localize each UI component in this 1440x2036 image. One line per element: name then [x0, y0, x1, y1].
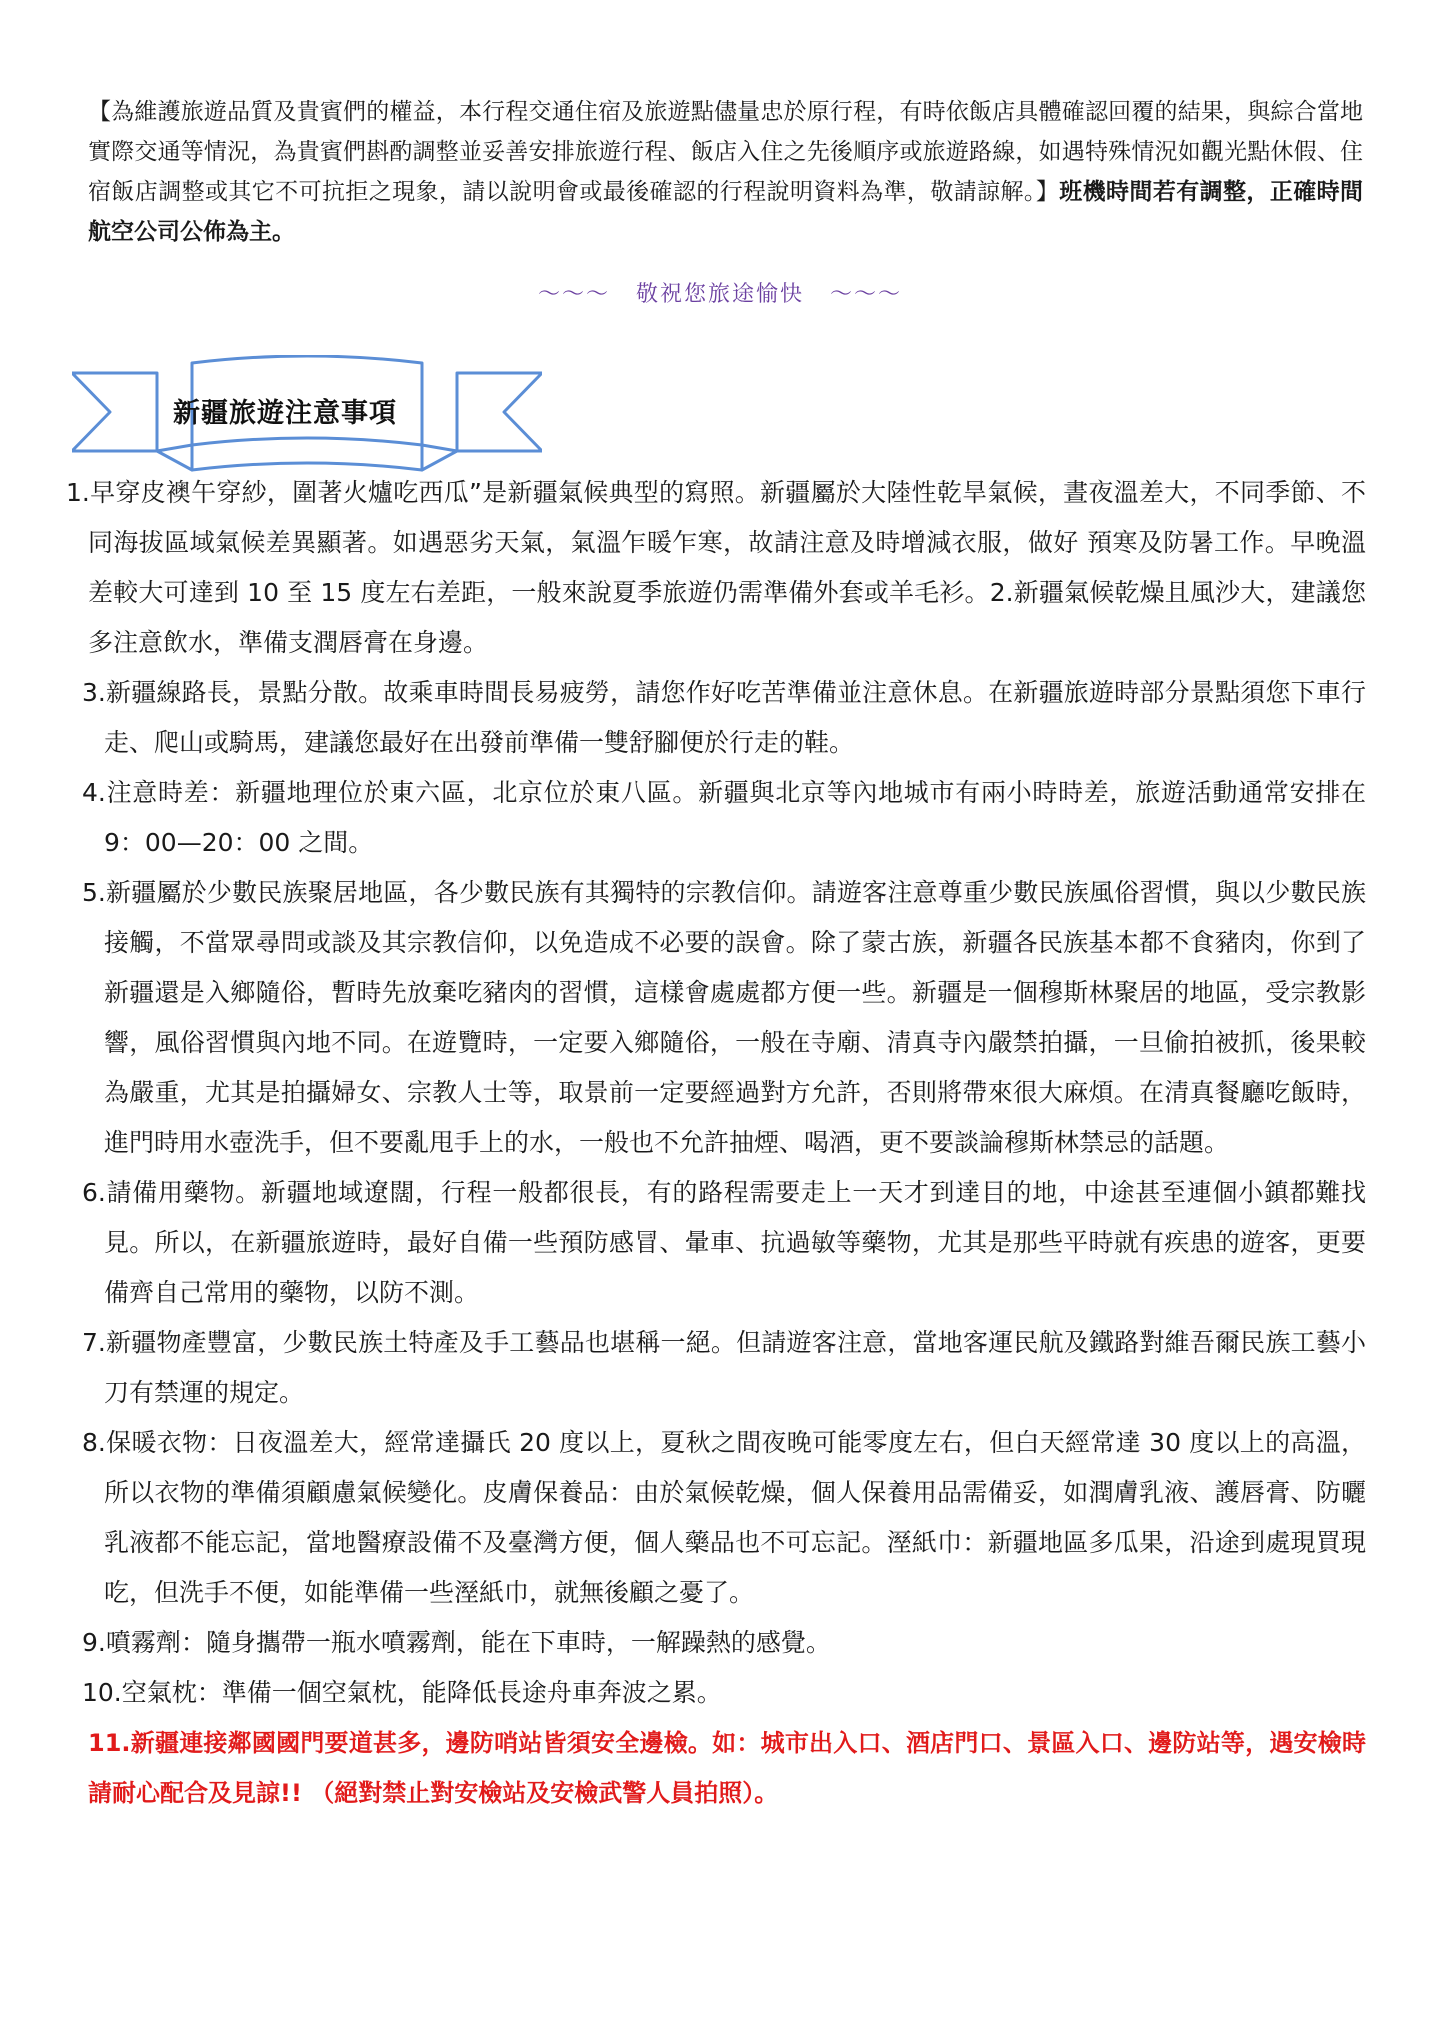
- notes-list: [66, 468, 1366, 1818]
- note-item-11-warning: 11.新疆連接鄰國國門要道甚多，邊防哨站皆須安全邊檢。如：城市出入口、酒店門口、景區入口、邊防站等，遇安檢時請耐心配合及見諒!! （絕對禁止對安檢站及安檢武警人員拍照）。: [88, 1729, 1366, 1807]
- note-item-8: 8.保暖衣物：日夜溫差大，經常達攝氏 20 度以上，夏秋之間夜晚可能零度左右，但白天經常達 30 度以上的高溫，所以衣物的準備須顧慮氣候變化。皮膚保養品：由於氣候乾燥，個人保養用品需備妥，如潤膚乳液、護唇膏、防曬乳液都不能忘記，當地醫療設備不及臺灣方便，個人藥品也不可忘記。溼紙巾：新疆地區多瓜果，沿途到處現買現吃，但洗手不便，如能準備一些溼紙巾，就無後顧之憂了。: [82, 1428, 1366, 1607]
- greeting-text: 敬祝您旅途愉快: [635, 282, 804, 307]
- intro-text: 【為維護旅遊品質及貴賓們的權益，本行程交通住宿及旅遊點儘量忠於原行程，有時依飯店具體確認回覆的結果，與綜合當地實際交通等情況，為貴賓們斟酌調整並妥善安排旅遊行程、飯店入住之先後順序或旅遊路線，如遇特殊情況如觀光點休假、住宿飯店調整或其它不可抗拒之現象，請以說明會或最後確認的行程說明資料為準，敬請諒解。】: [88, 99, 1363, 205]
- note-item-1: 1.早穿皮襖午穿紗，圍著火爐吃西瓜”是新疆氣候典型的寫照。新疆屬於大陸性乾旱氣候，晝夜溫差大，不同季節、不同海拔區域氣候差異顯著。如遇惡劣天氣，氣溫乍暖乍寒，故請注意及時增減衣服，做好 預寒及防暑工作。早晚溫差較大可達到 10 至 15 度左右差距，一般來說夏季旅遊仍需準備外套或羊毛衫。2.新疆氣候乾燥且風沙大，建議您多注意飲水，準備支潤唇膏在身邊。: [66, 478, 1366, 657]
- greeting-line: [0, 277, 1440, 308]
- note-item-9: 9.噴霧劑：隨身攜帶一瓶水噴霧劑，能在下車時，一解躁熱的感覺。: [82, 1628, 831, 1657]
- greeting-tilde-right: ～～～: [830, 282, 903, 307]
- note-item-4: 4.注意時差：新疆地理位於東六區，北京位於東八區。新疆與北京等內地城市有兩小時時差，旅遊活動通常安排在 9：00—20：00 之間。: [82, 778, 1366, 857]
- intro-paragraph: [88, 92, 1363, 252]
- note-item-7: 7.新疆物產豐富，少數民族土特產及手工藝品也堪稱一絕。但請遊客注意，當地客運民航及鐵路對維吾爾民族工藝小刀有禁運的規定。: [82, 1328, 1366, 1407]
- note-item-10: 10.空氣枕：準備一個空氣枕，能降低長途舟車奔波之累。: [82, 1678, 722, 1707]
- section-title: 新疆旅遊注意事項: [173, 398, 397, 429]
- note-item-5: 5.新疆屬於少數民族聚居地區，各少數民族有其獨特的宗教信仰。請遊客注意尊重少數民族風俗習慣，與以少數民族接觸，不當眾尋問或談及其宗教信仰，以免造成不必要的誤會。除了蒙古族，新疆各民族基本都不食豬肉，你到了新疆還是入鄉隨俗，暫時先放棄吃豬肉的習慣，這樣會處處都方便一些。新疆是一個穆斯林聚居的地區，受宗教影響，風俗習慣與內地不同。在遊覽時，一定要入鄉隨俗，一般在寺廟、清真寺內嚴禁拍攝，一旦偷拍被抓，後果較為嚴重，尤其是拍攝婦女、宗教人士等，取景前一定要經過對方允許，否則將帶來很大麻煩。在清真餐廳吃飯時，進門時用水壺洗手，但不要亂甩手上的水，一般也不允許抽煙、喝酒，更不要談論穆斯林禁忌的話題。: [82, 878, 1366, 1157]
- note-item-3: 3.新疆線路長，景點分散。故乘車時間長易疲勞，請您作好吃苦準備並注意休息。在新疆旅遊時部分景點須您下車行走、爬山或騎馬，建議您最好在出發前準備一雙舒腳便於行走的鞋。: [82, 678, 1366, 757]
- greeting-tilde-left: ～～～: [537, 282, 610, 307]
- intro-flight-notice: 班機時間若有調整，正確時間航空公司公佈為主。: [88, 179, 1364, 245]
- section-banner: [72, 355, 542, 475]
- note-item-6: 6.請備用藥物。新疆地域遼闊，行程一般都很長，有的路程需要走上一天才到達目的地，中途甚至連個小鎮都難找見。所以，在新疆旅遊時，最好自備一些預防感冒、暈車、抗過敏等藥物，尤其是那些平時就有疾患的遊客，更要備齊自己常用的藥物，以防不測。: [82, 1178, 1366, 1307]
